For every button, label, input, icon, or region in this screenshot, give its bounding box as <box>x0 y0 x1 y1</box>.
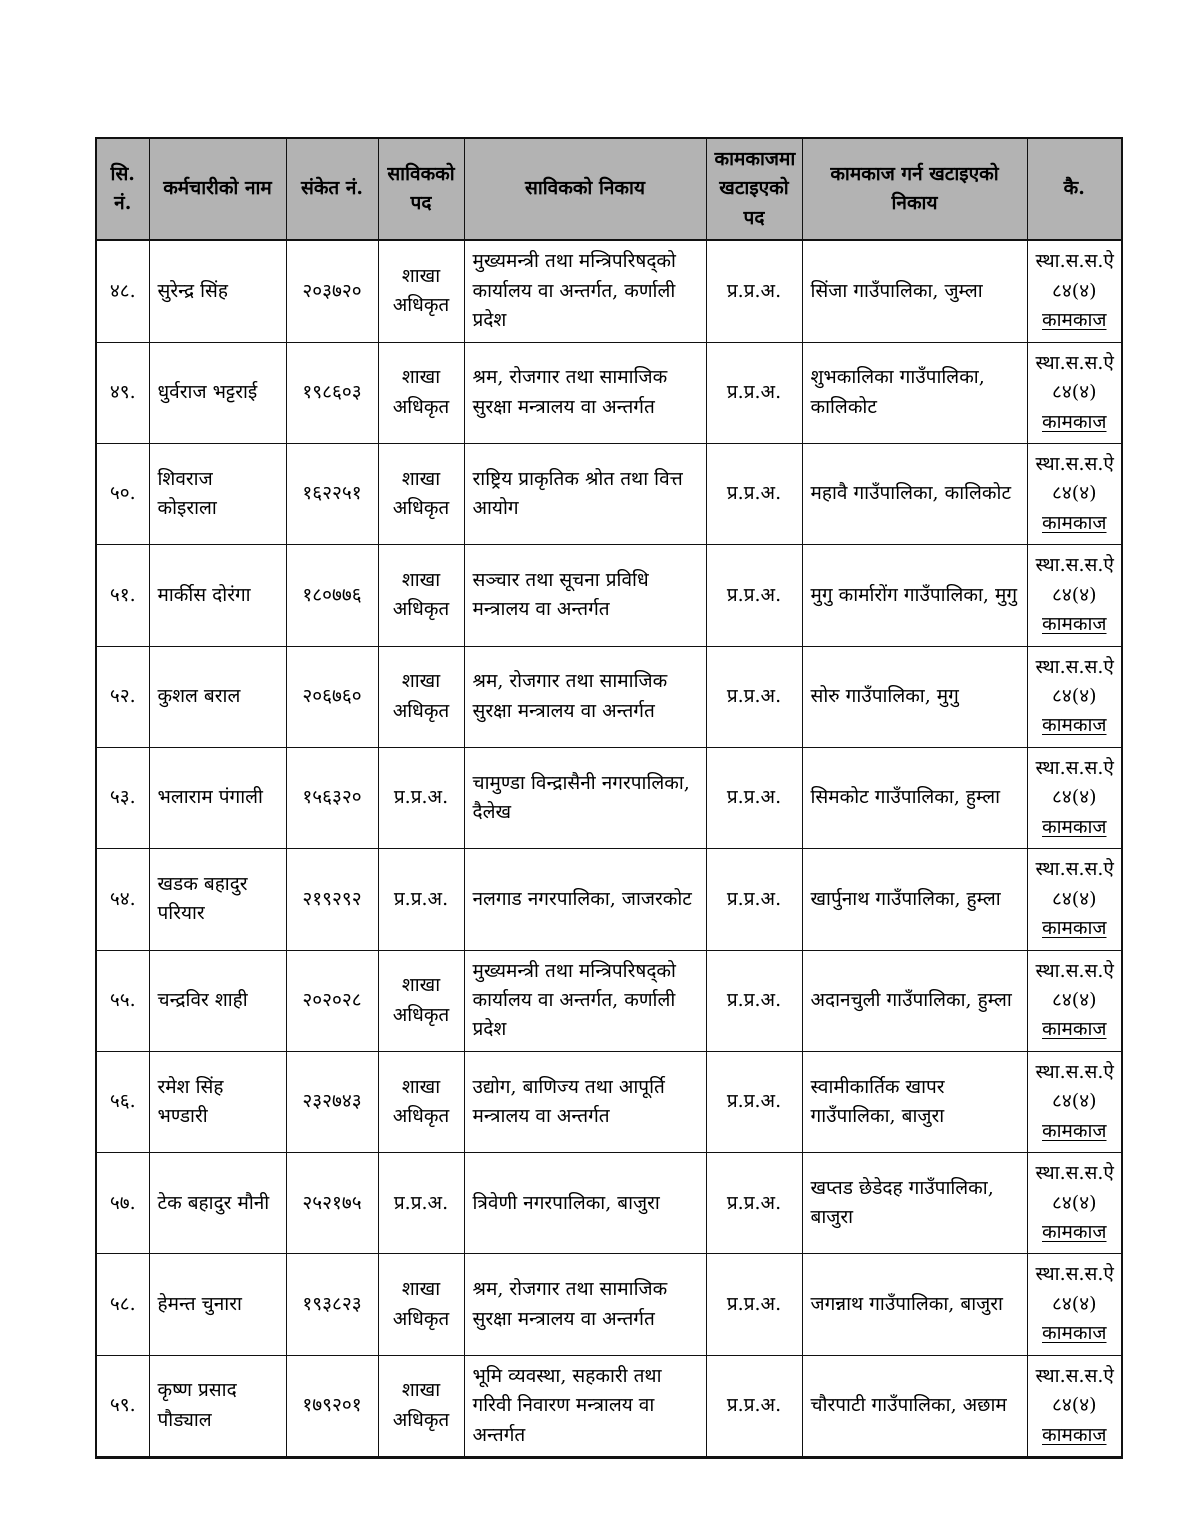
header-code-no: संकेत नं. <box>286 138 378 240</box>
header-former-agency: साविकको निकाय <box>464 138 706 240</box>
cell-remarks <box>1027 1051 1122 1152</box>
cell-remarks <box>1027 950 1122 1051</box>
cell-former-post: प्र.प्र.अ. <box>378 747 464 848</box>
cell-remarks <box>1027 240 1122 342</box>
table-row <box>96 747 1122 848</box>
cell-employee-name: हेमन्त चुनारा <box>149 1254 286 1355</box>
staff-deputation-table <box>95 137 1123 1459</box>
remark-line: स्था.स.स.ऐ <box>1035 554 1114 577</box>
cell-remarks <box>1027 1153 1122 1254</box>
cell-former-agency: त्रिवेणी नगरपालिका, बाजुरा <box>464 1153 706 1254</box>
cell-employee-name: धुर्वराज भट्टराई <box>149 342 286 443</box>
remark-line: ८४(४) <box>1052 381 1097 404</box>
cell-serial-no: ५६. <box>96 1051 149 1152</box>
cell-assigned-agency: मुगु कार्मारोंग गाउँपालिका, मुगु <box>802 545 1027 646</box>
cell-former-post: प्र.प्र.अ. <box>378 1153 464 1254</box>
remark-line: कामकाज <box>1042 1423 1107 1446</box>
cell-former-agency: मुख्यमन्त्री तथा मन्त्रिपरिषद्को कार्यालय वा अन्तर्गत, कर्णाली प्रदेश <box>464 240 706 342</box>
table-row <box>96 240 1122 342</box>
remark-line: ८४(४) <box>1052 583 1097 606</box>
remark-line: ८४(४) <box>1052 279 1097 302</box>
cell-assigned-post: प्र.प्र.अ. <box>706 545 802 646</box>
cell-code-no: १७९२०१ <box>286 1355 378 1457</box>
header-employee-name: कर्मचारीको नाम <box>149 138 286 240</box>
cell-assigned-post: प्र.प्र.अ. <box>706 1153 802 1254</box>
cell-employee-name: चन्द्रविर शाही <box>149 950 286 1051</box>
cell-assigned-post: प्र.प्र.अ. <box>706 240 802 342</box>
cell-serial-no: ५१. <box>96 545 149 646</box>
remark-line: ८४(४) <box>1052 482 1097 505</box>
remark-line: स्था.स.स.ऐ <box>1035 351 1114 374</box>
cell-code-no: १९३८२३ <box>286 1254 378 1355</box>
cell-assigned-post: प्र.प्र.अ. <box>706 1355 802 1457</box>
cell-assigned-agency: सिमकोट गाउँपालिका, हुम्ला <box>802 747 1027 848</box>
cell-serial-no: ५५. <box>96 950 149 1051</box>
cell-serial-no: ५२. <box>96 646 149 747</box>
cell-serial-no: ५९. <box>96 1355 149 1457</box>
remark-line: कामकाज <box>1042 511 1107 534</box>
cell-employee-name: टेक बहादुर मौनी <box>149 1153 286 1254</box>
remark-line: स्था.स.स.ऐ <box>1035 1263 1114 1286</box>
cell-code-no: १५६३२० <box>286 747 378 848</box>
cell-assigned-post: प्र.प्र.अ. <box>706 342 802 443</box>
remark-line: स्था.स.स.ऐ <box>1035 756 1114 779</box>
cell-former-post: शाखा अधिकृत <box>378 950 464 1051</box>
cell-employee-name: सुरेन्द्र सिंह <box>149 240 286 342</box>
cell-code-no: २०६७६० <box>286 646 378 747</box>
cell-remarks <box>1027 1355 1122 1457</box>
cell-employee-name: भलाराम पंगाली <box>149 747 286 848</box>
cell-former-post: शाखा अधिकृत <box>378 1254 464 1355</box>
remark-line: स्था.स.स.ऐ <box>1035 1364 1114 1387</box>
cell-remarks <box>1027 443 1122 544</box>
cell-code-no: २५२१७५ <box>286 1153 378 1254</box>
cell-assigned-agency: अदानचुली गाउँपालिका, हुम्ला <box>802 950 1027 1051</box>
remark-line: कामकाज <box>1042 1322 1107 1345</box>
table-row <box>96 545 1122 646</box>
table-row <box>96 646 1122 747</box>
remark-line: ८४(४) <box>1052 786 1097 809</box>
remark-line: कामकाज <box>1042 613 1107 636</box>
remark-line: कामकाज <box>1042 1221 1107 1243</box>
cell-former-post: शाखा अधिकृत <box>378 1051 464 1152</box>
table-header-row <box>96 138 1122 240</box>
table-row <box>96 849 1122 950</box>
header-assigned-agency: कामकाज गर्न खटाइएको निकाय <box>802 138 1027 240</box>
cell-assigned-agency: स्वामीकार्तिक खापर गाउँपालिका, बाजुरा <box>802 1051 1027 1152</box>
cell-assigned-agency: जगन्नाथ गाउँपालिका, बाजुरा <box>802 1254 1027 1355</box>
cell-assigned-agency: महावै गाउँपालिका, कालिकोट <box>802 443 1027 544</box>
cell-assigned-post: प्र.प्र.अ. <box>706 849 802 950</box>
cell-serial-no: ४९. <box>96 342 149 443</box>
cell-former-post: प्र.प्र.अ. <box>378 849 464 950</box>
table-row <box>96 1355 1122 1457</box>
cell-former-post: शाखा अधिकृत <box>378 240 464 342</box>
remark-line: ८४(४) <box>1052 1394 1097 1417</box>
table-row <box>96 1153 1122 1254</box>
cell-assigned-post: प्र.प्र.अ. <box>706 443 802 544</box>
cell-serial-no: ४८. <box>96 240 149 342</box>
remark-line: स्था.स.स.ऐ <box>1035 1162 1114 1185</box>
remark-line: स्था.स.स.ऐ <box>1035 858 1114 881</box>
remark-line: ८४(४) <box>1052 1292 1097 1315</box>
remark-line: ८४(४) <box>1052 685 1097 707</box>
cell-remarks <box>1027 342 1122 443</box>
remark-line: स्था.स.स.ऐ <box>1035 959 1114 982</box>
header-serial-no: सि. नं. <box>96 138 149 240</box>
remark-line: कामकाज <box>1042 410 1107 433</box>
table-row <box>96 1051 1122 1152</box>
cell-former-post: शाखा अधिकृत <box>378 342 464 443</box>
cell-assigned-post: प्र.प्र.अ. <box>706 646 802 747</box>
cell-former-agency: राष्ट्रिय प्राकृतिक श्रोत तथा वित्त आयोग <box>464 443 706 544</box>
remark-line: कामकाज <box>1042 917 1107 940</box>
cell-assigned-post: प्र.प्र.अ. <box>706 1051 802 1152</box>
cell-code-no: २१९२९२ <box>286 849 378 950</box>
remark-line: कामकाज <box>1042 1018 1107 1041</box>
cell-employee-name: कृष्ण प्रसाद पौड्याल <box>149 1355 286 1457</box>
cell-serial-no: ५०. <box>96 443 149 544</box>
cell-code-no: २०३७२० <box>286 240 378 342</box>
cell-assigned-agency: सोरु गाउँपालिका, मुगु <box>802 646 1027 747</box>
cell-code-no: २३२७४३ <box>286 1051 378 1152</box>
remark-line: स्था.स.स.ऐ <box>1035 655 1114 678</box>
cell-assigned-agency: सिंजा गाउँपालिका, जुम्ला <box>802 240 1027 342</box>
remark-line: ८४(४) <box>1052 1191 1097 1214</box>
cell-former-agency: श्रम, रोजगार तथा सामाजिक सुरक्षा मन्त्रालय वा अन्तर्गत <box>464 646 706 747</box>
remark-line: ८४(४) <box>1052 1090 1097 1113</box>
remark-line: कामकाज <box>1042 714 1107 737</box>
cell-remarks <box>1027 545 1122 646</box>
cell-remarks <box>1027 747 1122 848</box>
remark-line: कामकाज <box>1042 815 1107 838</box>
cell-former-agency: उद्योग, बाणिज्य तथा आपूर्ति मन्त्रालय वा अन्तर्गत <box>464 1051 706 1152</box>
table-row <box>96 443 1122 544</box>
cell-code-no: १६२२५१ <box>286 443 378 544</box>
cell-employee-name: रमेश सिंह भण्डारी <box>149 1051 286 1152</box>
cell-serial-no: ५३. <box>96 747 149 848</box>
remark-line: स्था.स.स.ऐ <box>1035 452 1114 475</box>
cell-assigned-post: प्र.प्र.अ. <box>706 1254 802 1355</box>
cell-former-agency: नलगाड नगरपालिका, जाजरकोट <box>464 849 706 950</box>
table-row <box>96 950 1122 1051</box>
cell-code-no: १८०७७६ <box>286 545 378 646</box>
cell-assigned-post: प्र.प्र.अ. <box>706 950 802 1051</box>
cell-assigned-agency: शुभकालिका गाउँपालिका, कालिकोट <box>802 342 1027 443</box>
cell-remarks <box>1027 1254 1122 1355</box>
table-body <box>96 240 1122 1457</box>
staff-deputation-table-container <box>95 137 1121 1459</box>
cell-assigned-agency: खप्तड छेडेदह गाउँपालिका, बाजुरा <box>802 1153 1027 1254</box>
cell-former-agency: चामुण्डा विन्द्रासैनी नगरपालिका, दैलेख <box>464 747 706 848</box>
cell-employee-name: खडक बहादुर परियार <box>149 849 286 950</box>
cell-assigned-agency: खार्पुनाथ गाउँपालिका, हुम्ला <box>802 849 1027 950</box>
cell-former-post: शाखा अधिकृत <box>378 443 464 544</box>
cell-serial-no: ५७. <box>96 1153 149 1254</box>
cell-former-agency: श्रम, रोजगार तथा सामाजिक सुरक्षा मन्त्रालय वा अन्तर्गत <box>464 1254 706 1355</box>
cell-serial-no: ५४. <box>96 849 149 950</box>
cell-remarks <box>1027 646 1122 747</box>
remark-line: ८४(४) <box>1052 988 1097 1011</box>
cell-former-agency: सञ्चार तथा सूचना प्रविधि मन्त्रालय वा अन्तर्गत <box>464 545 706 646</box>
cell-former-agency: भूमि व्यवस्था, सहकारी तथा गरिवी निवारण मन्त्रालय वा अन्तर्गत <box>464 1355 706 1457</box>
remark-line: स्था.स.स.ऐ <box>1035 1060 1114 1083</box>
header-former-post: साविकको पद <box>378 138 464 240</box>
cell-employee-name: शिवराज कोइराला <box>149 443 286 544</box>
cell-former-agency: मुख्यमन्त्री तथा मन्त्रिपरिषद्को कार्यालय वा अन्तर्गत, कर्णाली प्रदेश <box>464 950 706 1051</box>
cell-assigned-agency: चौरपाटी गाउँपालिका, अछाम <box>802 1355 1027 1457</box>
cell-code-no: २०२०२८ <box>286 950 378 1051</box>
remark-line: स्था.स.स.ऐ <box>1035 250 1114 273</box>
cell-employee-name: कुशल बराल <box>149 646 286 747</box>
cell-employee-name: मार्कीस दोरंगा <box>149 545 286 646</box>
remark-line: कामकाज <box>1042 309 1107 332</box>
cell-former-post: शाखा अधिकृत <box>378 1355 464 1457</box>
cell-former-post: शाखा अधिकृत <box>378 545 464 646</box>
cell-serial-no: ५८. <box>96 1254 149 1355</box>
cell-former-post: शाखा अधिकृत <box>378 646 464 747</box>
table-row <box>96 1254 1122 1355</box>
header-assigned-post: कामकाजमा खटाइएको पद <box>706 138 802 240</box>
cell-assigned-post: प्र.प्र.अ. <box>706 747 802 848</box>
cell-code-no: १९८६०३ <box>286 342 378 443</box>
header-remarks: कै. <box>1027 138 1122 240</box>
cell-remarks <box>1027 849 1122 950</box>
cell-former-agency: श्रम, रोजगार तथा सामाजिक सुरक्षा मन्त्रालय वा अन्तर्गत <box>464 342 706 443</box>
remark-line: कामकाज <box>1042 1119 1107 1142</box>
remark-line: ८४(४) <box>1052 887 1097 910</box>
table-row <box>96 342 1122 443</box>
